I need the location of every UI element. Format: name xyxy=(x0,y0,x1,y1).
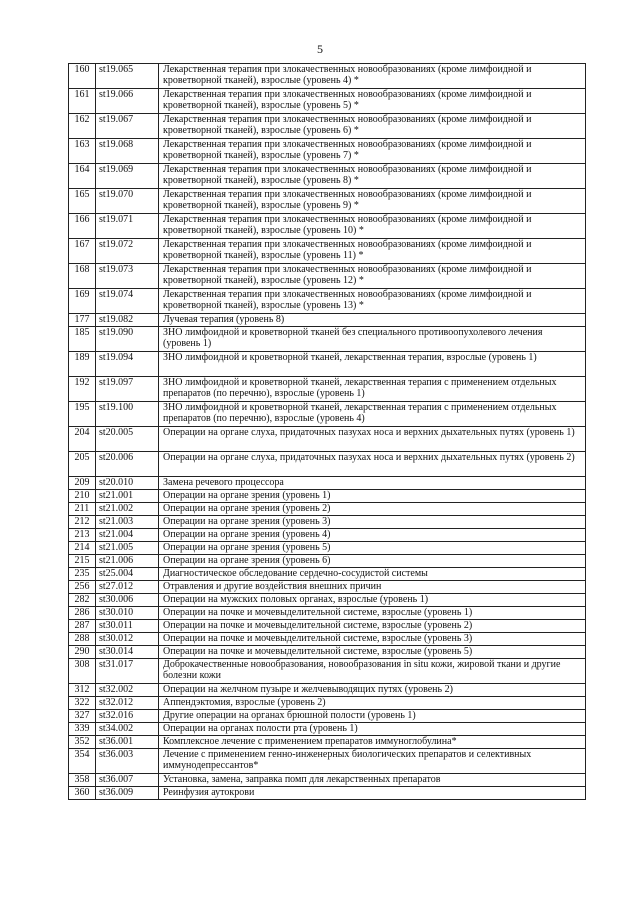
row-number: 360 xyxy=(69,787,96,800)
row-number: 166 xyxy=(69,214,96,239)
row-number: 358 xyxy=(69,774,96,787)
row-number: 165 xyxy=(69,189,96,214)
table-row xyxy=(69,542,586,555)
ksg-name: Замена речевого процессора xyxy=(159,477,586,490)
ksg-name: Операции на органе зрения (уровень 2) xyxy=(159,503,586,516)
row-number: 290 xyxy=(69,646,96,659)
row-number: 214 xyxy=(69,542,96,555)
ksg-name: Лекарственная терапия при злокачественных новообразованиях (кроме лимфоидной и кроветворной тканей), взрослые (уровень 8) * xyxy=(159,164,586,189)
ksg-name: Отравления и другие воздействия внешних причин xyxy=(159,581,586,594)
table-row xyxy=(69,314,586,327)
table-row xyxy=(69,607,586,620)
table-body xyxy=(69,64,586,800)
ksg-name: ЗНО лимфоидной и кроветворной тканей, лекарственная терапия с применением отдельных препаратов (по перечню), взрослые (уровень 4) xyxy=(159,402,586,427)
ksg-name: Реинфузия аутокрови xyxy=(159,787,586,800)
table-row xyxy=(69,555,586,568)
table-row xyxy=(69,787,586,800)
table-row xyxy=(69,264,586,289)
table-row xyxy=(69,402,586,427)
ksg-code: st19.066 xyxy=(96,89,159,114)
table-row xyxy=(69,377,586,402)
ksg-code: st36.001 xyxy=(96,736,159,749)
row-number: 339 xyxy=(69,723,96,736)
table-row xyxy=(69,736,586,749)
row-number: 215 xyxy=(69,555,96,568)
row-number: 195 xyxy=(69,402,96,427)
row-number: 168 xyxy=(69,264,96,289)
ksg-name: Диагностическое обследование сердечно-сосудистой системы xyxy=(159,568,586,581)
table-row xyxy=(69,646,586,659)
table-row xyxy=(69,684,586,697)
ksg-name: ЗНО лимфоидной и кроветворной тканей без специального противоопухолевого лечения (уровень 1) xyxy=(159,327,586,352)
row-number: 282 xyxy=(69,594,96,607)
table-row xyxy=(69,594,586,607)
row-number: 256 xyxy=(69,581,96,594)
row-number: 185 xyxy=(69,327,96,352)
ksg-code: st21.005 xyxy=(96,542,159,555)
ksg-name: Операции на почке и мочевыделительной системе, взрослые (уровень 3) xyxy=(159,633,586,646)
ksg-code: st19.094 xyxy=(96,352,159,377)
ksg-code: st19.072 xyxy=(96,239,159,264)
ksg-code: st19.067 xyxy=(96,114,159,139)
ksg-name: Операции на органе зрения (уровень 5) xyxy=(159,542,586,555)
row-number: 308 xyxy=(69,659,96,684)
table-row xyxy=(69,289,586,314)
ksg-name: Операции на органе зрения (уровень 3) xyxy=(159,516,586,529)
table-row xyxy=(69,477,586,490)
ksg-name: Операции на органах полости рта (уровень 1) xyxy=(159,723,586,736)
ksg-name: Операции на органе слуха, придаточных пазухах носа и верхних дыхательных путях (уровень 1) xyxy=(159,427,586,452)
ksg-name: Лекарственная терапия при злокачественных новообразованиях (кроме лимфоидной и кроветворной тканей), взрослые (уровень 10) * xyxy=(159,214,586,239)
ksg-code: st19.071 xyxy=(96,214,159,239)
ksg-code: st30.014 xyxy=(96,646,159,659)
table-row xyxy=(69,503,586,516)
row-number: 210 xyxy=(69,490,96,503)
table-row xyxy=(69,64,586,89)
ksg-code: st36.007 xyxy=(96,774,159,787)
row-number: 192 xyxy=(69,377,96,402)
ksg-code: st19.069 xyxy=(96,164,159,189)
ksg-code: st19.070 xyxy=(96,189,159,214)
table-row xyxy=(69,749,586,774)
row-number: 169 xyxy=(69,289,96,314)
row-number: 211 xyxy=(69,503,96,516)
row-number: 160 xyxy=(69,64,96,89)
ksg-table xyxy=(68,63,586,800)
ksg-code: st36.003 xyxy=(96,749,159,774)
row-number: 286 xyxy=(69,607,96,620)
row-number: 312 xyxy=(69,684,96,697)
ksg-name: Лекарственная терапия при злокачественных новообразованиях (кроме лимфоидной и кроветворной тканей), взрослые (уровень 13) * xyxy=(159,289,586,314)
ksg-name: ЗНО лимфоидной и кроветворной тканей, лекарственная терапия, взрослые (уровень 1) xyxy=(159,352,586,377)
ksg-code: st25.004 xyxy=(96,568,159,581)
ksg-name: Комплексное лечение с применением препаратов иммуноглобулина* xyxy=(159,736,586,749)
ksg-name: Операции на органе зрения (уровень 1) xyxy=(159,490,586,503)
ksg-name: Доброкачественные новообразования, новообразования in situ кожи, жировой ткани и другие болезни кожи xyxy=(159,659,586,684)
table-row xyxy=(69,697,586,710)
ksg-name: Операции на почке и мочевыделительной системе, взрослые (уровень 2) xyxy=(159,620,586,633)
ksg-code: st19.090 xyxy=(96,327,159,352)
ksg-code: st30.006 xyxy=(96,594,159,607)
table-row xyxy=(69,89,586,114)
row-number: 322 xyxy=(69,697,96,710)
ksg-code: st20.005 xyxy=(96,427,159,452)
ksg-name: Операции на органе зрения (уровень 6) xyxy=(159,555,586,568)
ksg-code: st19.082 xyxy=(96,314,159,327)
row-number: 161 xyxy=(69,89,96,114)
ksg-code: st19.074 xyxy=(96,289,159,314)
row-number: 162 xyxy=(69,114,96,139)
ksg-code: st20.006 xyxy=(96,452,159,477)
ksg-name: Лучевая терапия (уровень 8) xyxy=(159,314,586,327)
table-row xyxy=(69,710,586,723)
row-number: 205 xyxy=(69,452,96,477)
row-number: 209 xyxy=(69,477,96,490)
row-number: 287 xyxy=(69,620,96,633)
ksg-code: st21.001 xyxy=(96,490,159,503)
row-number: 354 xyxy=(69,749,96,774)
ksg-code: st21.002 xyxy=(96,503,159,516)
ksg-code: st20.010 xyxy=(96,477,159,490)
table-row xyxy=(69,659,586,684)
ksg-name: Лекарственная терапия при злокачественных новообразованиях (кроме лимфоидной и кроветворной тканей), взрослые (уровень 12) * xyxy=(159,264,586,289)
ksg-name: Операции на почке и мочевыделительной системе, взрослые (уровень 5) xyxy=(159,646,586,659)
ksg-code: st19.097 xyxy=(96,377,159,402)
table-row xyxy=(69,139,586,164)
row-number: 189 xyxy=(69,352,96,377)
row-number: 177 xyxy=(69,314,96,327)
row-number: 235 xyxy=(69,568,96,581)
row-number: 213 xyxy=(69,529,96,542)
ksg-name: Другие операции на органах брюшной полости (уровень 1) xyxy=(159,710,586,723)
table-row xyxy=(69,490,586,503)
table-row xyxy=(69,239,586,264)
ksg-name: Установка, замена, заправка помп для лекарственных препаратов xyxy=(159,774,586,787)
row-number: 167 xyxy=(69,239,96,264)
table-row xyxy=(69,620,586,633)
row-number: 163 xyxy=(69,139,96,164)
ksg-name: Лекарственная терапия при злокачественных новообразованиях (кроме лимфоидной и кроветворной тканей), взрослые (уровень 9) * xyxy=(159,189,586,214)
ksg-name: Лекарственная терапия при злокачественных новообразованиях (кроме лимфоидной и кроветворной тканей), взрослые (уровень 11) * xyxy=(159,239,586,264)
table-row xyxy=(69,164,586,189)
ksg-name: ЗНО лимфоидной и кроветворной тканей, лекарственная терапия с применением отдельных препаратов (по перечню), взрослые (уровень 1) xyxy=(159,377,586,402)
table-row xyxy=(69,427,586,452)
table-row xyxy=(69,214,586,239)
table-row xyxy=(69,723,586,736)
ksg-name: Операции на мужских половых органах, взрослые (уровень 1) xyxy=(159,594,586,607)
row-number: 164 xyxy=(69,164,96,189)
ksg-code: st21.003 xyxy=(96,516,159,529)
ksg-name: Лекарственная терапия при злокачественных новообразованиях (кроме лимфоидной и кроветворной тканей), взрослые (уровень 4) * xyxy=(159,64,586,89)
ksg-code: st19.073 xyxy=(96,264,159,289)
ksg-code: st30.012 xyxy=(96,633,159,646)
ksg-name: Лекарственная терапия при злокачественных новообразованиях (кроме лимфоидной и кроветворной тканей), взрослые (уровень 6) * xyxy=(159,114,586,139)
ksg-code: st32.002 xyxy=(96,684,159,697)
ksg-code: st36.009 xyxy=(96,787,159,800)
ksg-name: Операции на органе слуха, придаточных пазухах носа и верхних дыхательных путях (уровень 2) xyxy=(159,452,586,477)
ksg-name: Операции на желчном пузыре и желчевыводящих путях (уровень 2) xyxy=(159,684,586,697)
ksg-name: Операции на органе зрения (уровень 4) xyxy=(159,529,586,542)
table-row xyxy=(69,114,586,139)
ksg-code: st19.100 xyxy=(96,402,159,427)
ksg-code: st31.017 xyxy=(96,659,159,684)
table-row xyxy=(69,516,586,529)
row-number: 327 xyxy=(69,710,96,723)
table-row xyxy=(69,529,586,542)
ksg-code: st21.006 xyxy=(96,555,159,568)
row-number: 352 xyxy=(69,736,96,749)
ksg-code: st34.002 xyxy=(96,723,159,736)
table-row xyxy=(69,189,586,214)
ksg-code: st27.012 xyxy=(96,581,159,594)
ksg-name: Лекарственная терапия при злокачественных новообразованиях (кроме лимфоидной и кроветворной тканей), взрослые (уровень 5) * xyxy=(159,89,586,114)
ksg-code: st32.012 xyxy=(96,697,159,710)
ksg-code: st21.004 xyxy=(96,529,159,542)
table-row xyxy=(69,327,586,352)
ksg-name: Лекарственная терапия при злокачественных новообразованиях (кроме лимфоидной и кроветворной тканей), взрослые (уровень 7) * xyxy=(159,139,586,164)
ksg-name: Аппендэктомия, взрослые (уровень 2) xyxy=(159,697,586,710)
ksg-name: Операции на почке и мочевыделительной системе, взрослые (уровень 1) xyxy=(159,607,586,620)
table-row xyxy=(69,352,586,377)
ksg-code: st30.010 xyxy=(96,607,159,620)
table-row xyxy=(69,774,586,787)
ksg-name: Лечение с применением генно-инженерных биологических препаратов и селективных иммунодепрессантов* xyxy=(159,749,586,774)
row-number: 212 xyxy=(69,516,96,529)
page-number: 5 xyxy=(317,42,323,56)
table-row xyxy=(69,568,586,581)
ksg-code: st19.068 xyxy=(96,139,159,164)
table-row xyxy=(69,581,586,594)
ksg-code: st19.065 xyxy=(96,64,159,89)
table-row xyxy=(69,633,586,646)
ksg-code: st30.011 xyxy=(96,620,159,633)
table-row xyxy=(69,452,586,477)
row-number: 288 xyxy=(69,633,96,646)
row-number: 204 xyxy=(69,427,96,452)
ksg-code: st32.016 xyxy=(96,710,159,723)
